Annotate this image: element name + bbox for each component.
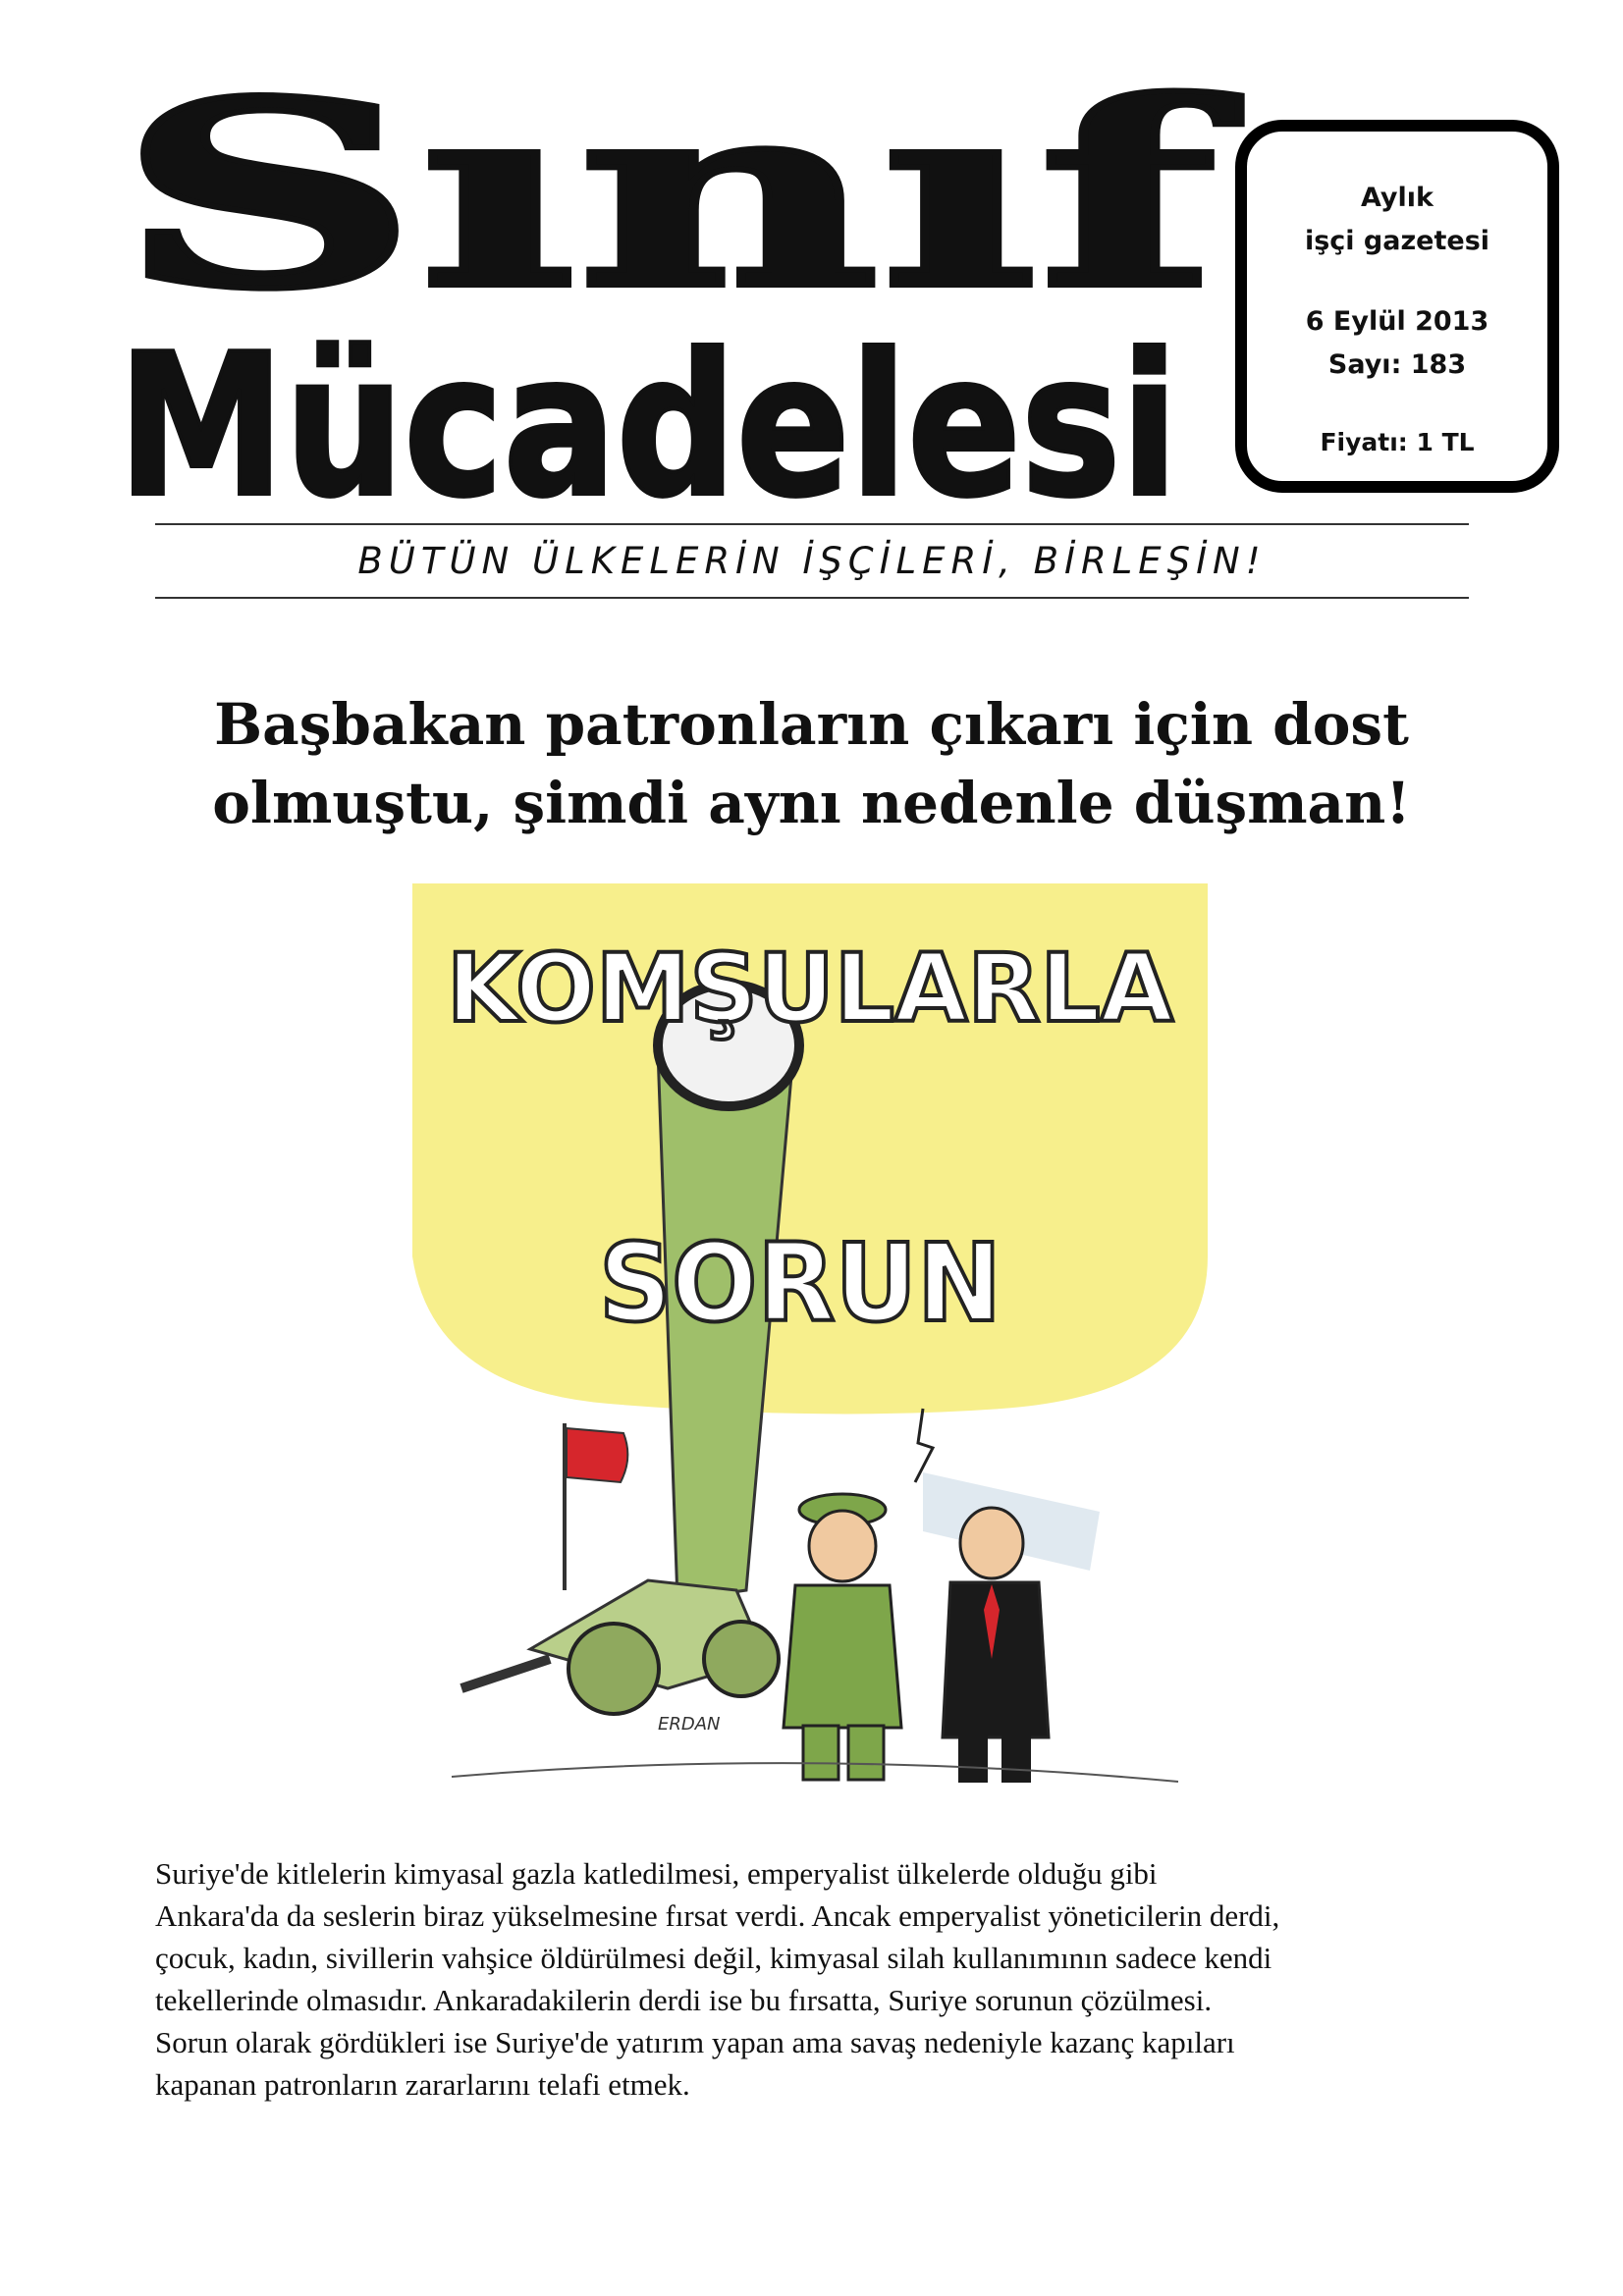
cartoon-general-figure bbox=[784, 1494, 901, 1780]
frequency-label: Aylık bbox=[1361, 183, 1434, 213]
article-line: tekellerinde olmasıdır. Ankaradakilerin derdi ise bu fırsatta, Suriye sorunun çözülmesi. bbox=[155, 1983, 1213, 2017]
issue-info-box bbox=[1235, 120, 1559, 493]
motto-top-rule bbox=[155, 523, 1469, 525]
cartoon-signature: ERDAN bbox=[658, 1714, 721, 1735]
masthead-title-line1 bbox=[118, 46, 1240, 346]
cartoon-illustration bbox=[412, 883, 1208, 1796]
headline bbox=[147, 685, 1476, 842]
issue-date: 6 Eylül 2013 bbox=[1305, 306, 1489, 337]
cartoon-text-bottom: SORUN bbox=[599, 1220, 1001, 1346]
issue-number: Sayı: 183 bbox=[1327, 349, 1467, 380]
masthead-title-line2 bbox=[118, 312, 1208, 541]
motto-bottom-rule bbox=[155, 597, 1469, 599]
cartoon-cannon-wheel-right bbox=[704, 1622, 779, 1696]
article-line: çocuk, kadın, sivillerin vahşice öldürülmesi değil, kimyasal silah kullanımının sadece kendi bbox=[155, 1941, 1272, 1975]
article-line: kapanan patronların zararlarını telafi etmek. bbox=[155, 2067, 690, 2102]
cartoon-cannon-wheel-left bbox=[568, 1624, 659, 1714]
article-body bbox=[155, 1852, 1490, 2106]
headline-line1: Başbakan patronların çıkarı için dost bbox=[214, 691, 1409, 758]
cartoon-text-top: KOMŞULARLA bbox=[447, 934, 1173, 1043]
cartoon-cannon-trail bbox=[461, 1659, 550, 1688]
article-line: Ankara'da da seslerin biraz yükselmesine fırsat verdi. Ancak emperyalist yöneticilerin derdi, bbox=[155, 1898, 1280, 1933]
cartoon-turkish-flag bbox=[567, 1428, 627, 1482]
paper-type-label: işçi gazetesi bbox=[1304, 226, 1490, 256]
masthead-title-line1-text: Sınıf bbox=[118, 46, 1240, 346]
masthead-title-line2-text: Mücadelesi bbox=[118, 312, 1178, 541]
article-line: Sorun olarak gördükleri ise Suriye'de yatırım yapan ama savaş nedeniyle kazanç kapıları bbox=[155, 2025, 1235, 2059]
motto: BÜTÜN ÜLKELERİN İŞÇİLERİ, BİRLEŞİN! bbox=[357, 540, 1267, 582]
cartoon-bubble-tail bbox=[915, 1409, 933, 1482]
headline-line2: olmuştu, şimdi aynı nedenle düşman! bbox=[212, 770, 1411, 836]
price-label: Fiyatı: 1 TL bbox=[1320, 428, 1475, 456]
article-line: Suriye'de kitlelerin kimyasal gazla katledilmesi, emperyalist ülkelerde olduğu gibi bbox=[155, 1856, 1158, 1891]
